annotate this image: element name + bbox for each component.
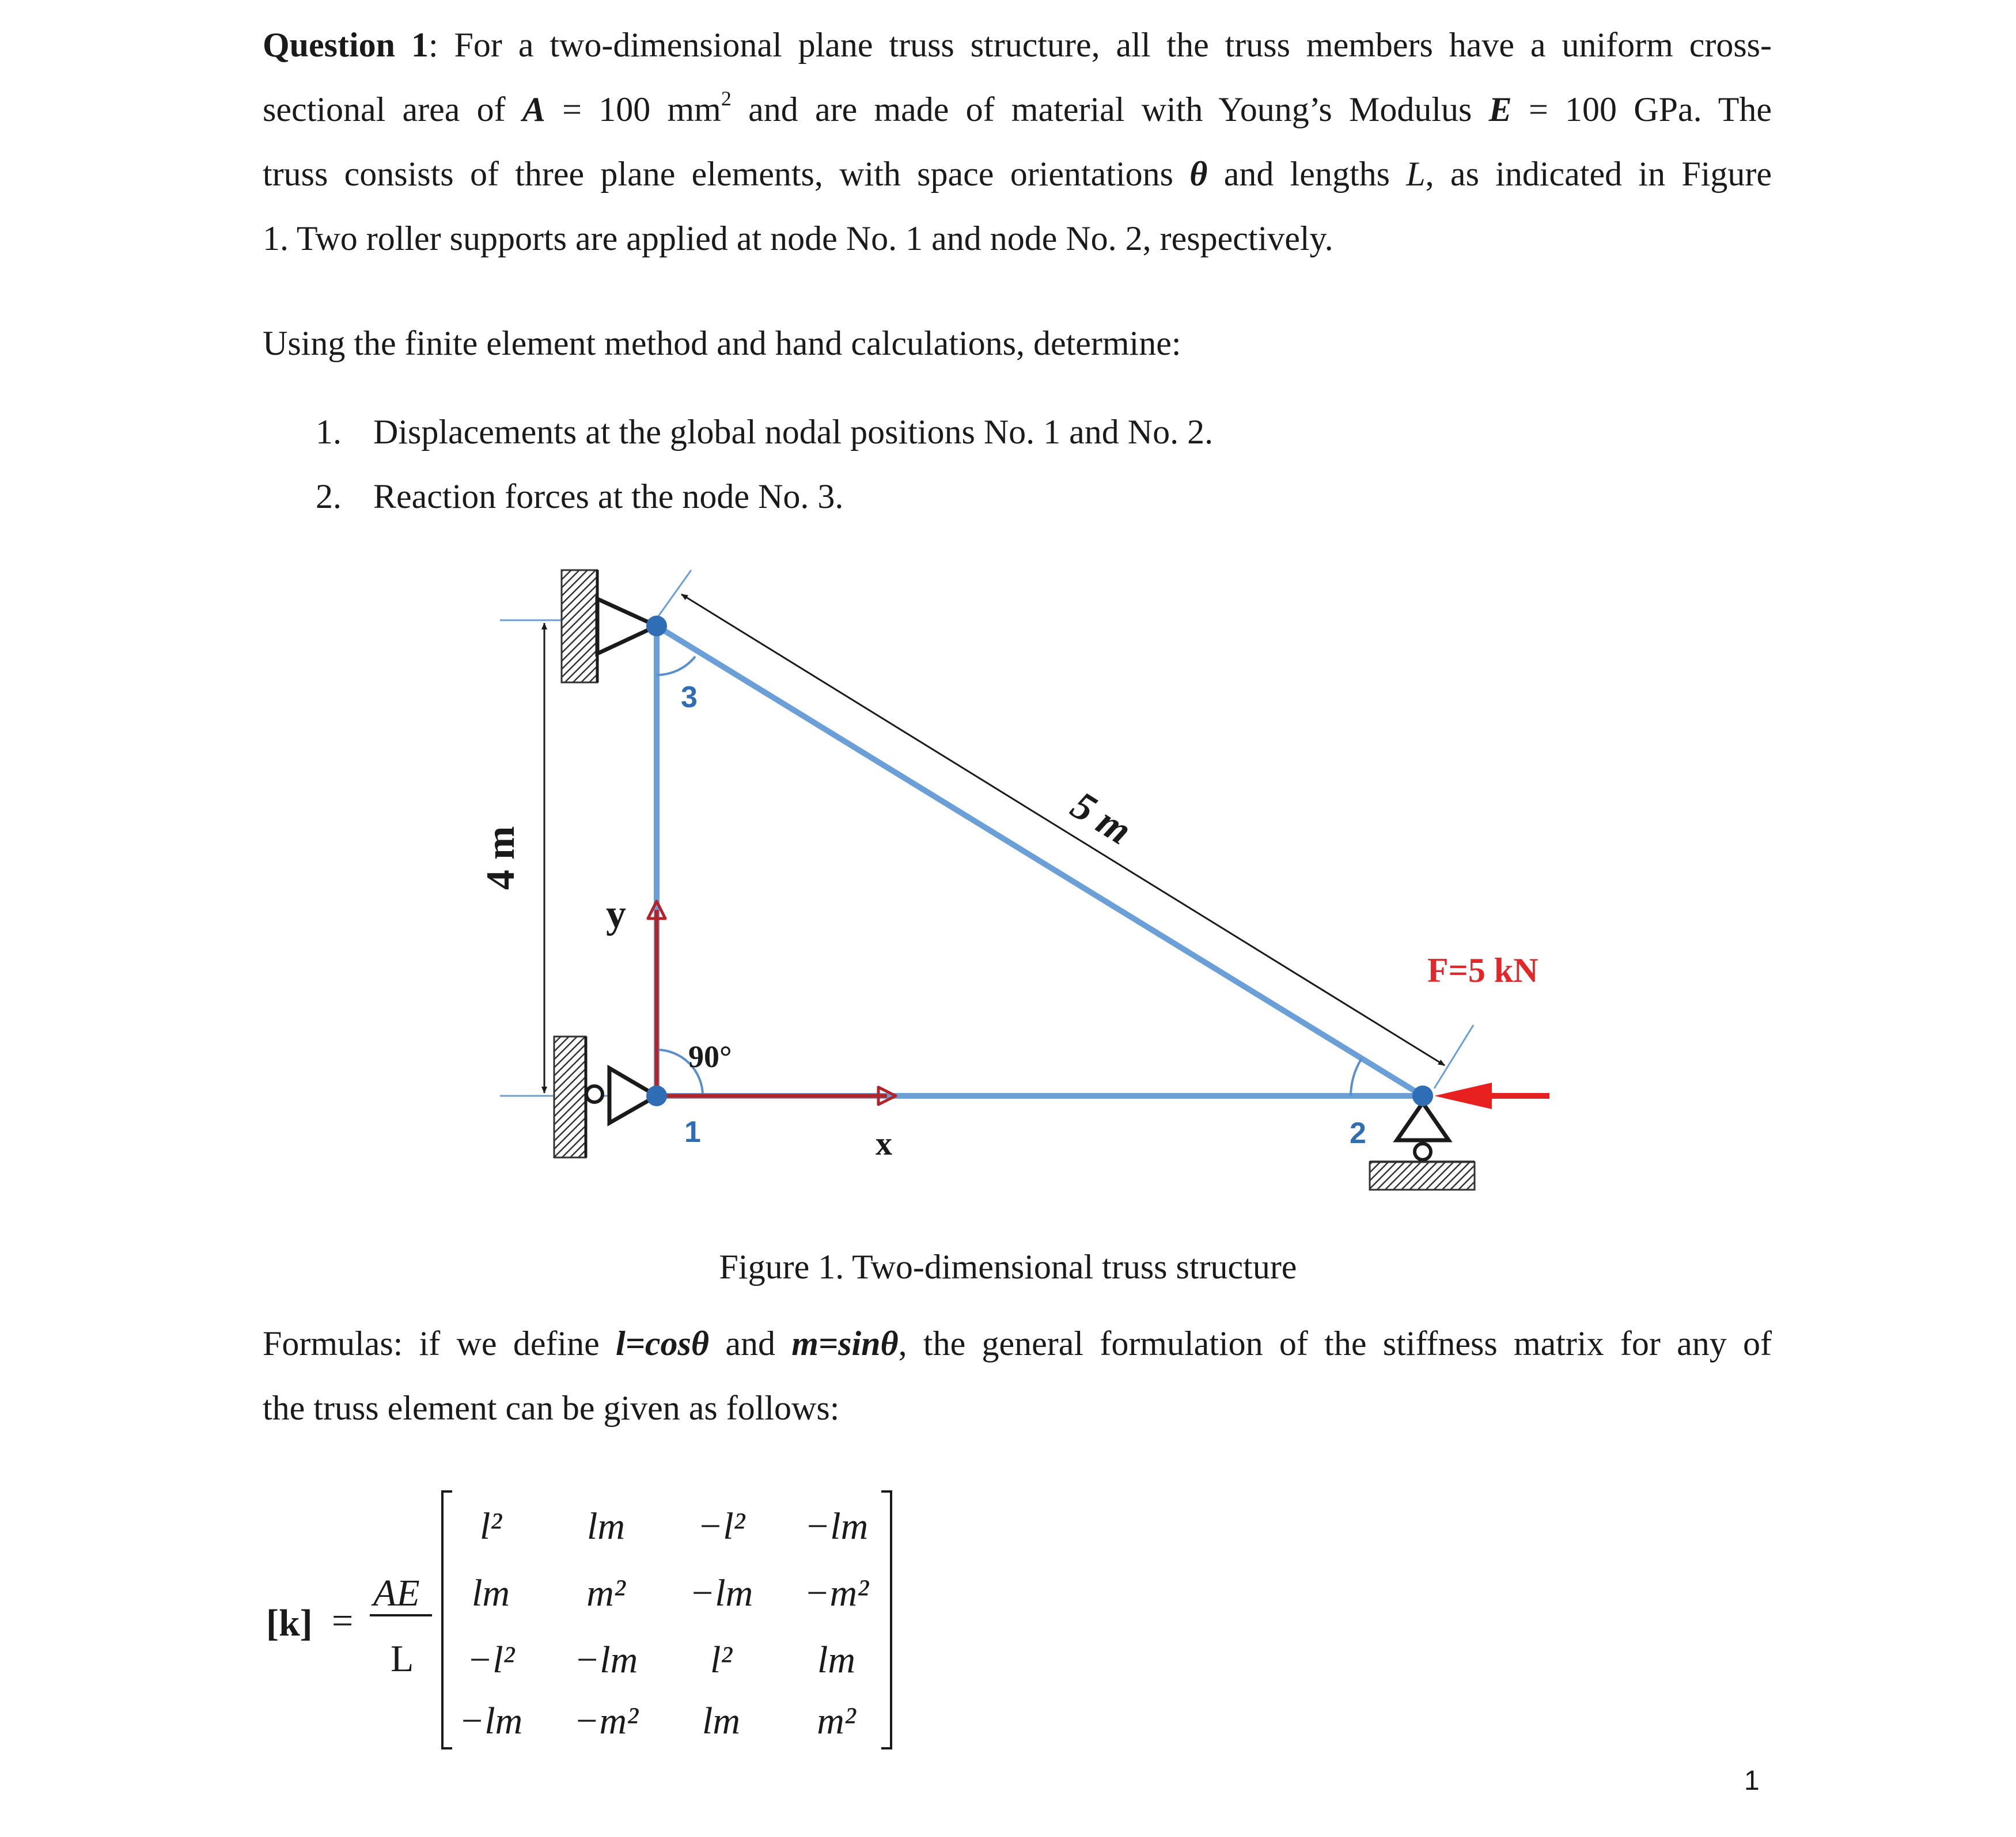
node-3 xyxy=(646,616,667,636)
list-item: 2. Reaction forces at the node No. 3. xyxy=(316,477,844,515)
dim-length-line xyxy=(681,594,1445,1065)
formulas-line-2: the truss element can be given as follows: xyxy=(263,1389,840,1427)
matrix-equals: = xyxy=(332,1600,354,1642)
matrix-cell: −m² xyxy=(574,1700,638,1742)
page-number: 1 xyxy=(1744,1766,1760,1796)
node-label-3: 3 xyxy=(681,681,698,714)
dim-ext-tick-2 xyxy=(1434,1025,1473,1088)
matrix-cell: lm xyxy=(702,1700,740,1742)
wall-support-top xyxy=(562,570,597,682)
dim-length-label: 5 m xyxy=(1063,783,1139,853)
matrix-lhs: [k] xyxy=(266,1602,313,1644)
node-label-2: 2 xyxy=(1350,1117,1366,1150)
node-1 xyxy=(646,1086,667,1106)
matrix-cell: l² xyxy=(479,1505,502,1547)
matrix-cells xyxy=(459,1505,869,1742)
angle-arc-node-2 xyxy=(1351,1058,1362,1096)
matrix-cell: −lm xyxy=(689,1572,753,1614)
axis-label-y: y xyxy=(606,892,626,936)
matrix-cell: −l² xyxy=(697,1505,745,1547)
question-line-3: truss consists of three plane elements, with space orientations θ and lengths L, as indicated in Figure xyxy=(263,155,1772,193)
formulas-paragraph xyxy=(263,1311,1772,1440)
member-3-2 xyxy=(657,626,1423,1096)
wall-support-bottom xyxy=(554,1037,586,1157)
matrix-cell: −l² xyxy=(467,1639,515,1681)
question-line-2: sectional area of A = 100 $mm^2$ and are made of material with Young’s Modulus E = 100 GPa. The xyxy=(263,87,1772,128)
matrix-bracket-right xyxy=(881,1491,891,1748)
node-label-1: 1 xyxy=(684,1115,701,1149)
matrix-cell: lm xyxy=(817,1639,855,1681)
roller-wheel-node-1 xyxy=(586,1086,602,1102)
matrix-cell: l² xyxy=(710,1639,733,1681)
dim-ext-tick-3 xyxy=(658,570,691,616)
intro-text: Using the finite element method and hand calculations, determine: xyxy=(263,324,1181,362)
axis-label-x: x xyxy=(876,1125,892,1162)
ground-support xyxy=(1370,1162,1475,1190)
matrix-cell: −m² xyxy=(804,1572,869,1614)
question-line-1: Question 1: For a two-dimensional plane truss structure, all the truss members have a uniform cross- xyxy=(263,26,1772,64)
matrix-cell: −lm xyxy=(458,1700,523,1742)
matrix-cell: lm xyxy=(587,1505,625,1547)
angle-arc-node-3 xyxy=(657,656,695,675)
matrix-cell: m² xyxy=(586,1572,626,1614)
question-line-4: 1. Two roller supports are applied at node No. 1 and node No. 2, respectively. xyxy=(263,219,1333,257)
node-2 xyxy=(1412,1086,1433,1106)
angle-label: 90° xyxy=(688,1039,732,1074)
force-label: F=5 kN xyxy=(1427,951,1538,989)
matrix-cell: m² xyxy=(817,1700,856,1742)
matrix-bracket-left xyxy=(442,1491,452,1748)
question-label: Question 1 xyxy=(263,26,429,64)
figure-caption: Figure 1. Two-dimensional truss structure xyxy=(719,1248,1297,1286)
roller-support-node-2 xyxy=(1397,1103,1449,1140)
matrix-numerator: AE xyxy=(373,1572,420,1614)
roller-wheel-node-2 xyxy=(1415,1144,1431,1160)
list-item: 1. Displacements at the global nodal positions No. 1 and No. 2. xyxy=(316,413,1214,451)
matrix-denominator: L xyxy=(391,1638,414,1680)
dim-height-label: 4 m xyxy=(479,826,523,890)
matrix-cell: −lm xyxy=(804,1505,869,1547)
matrix-cell: lm xyxy=(472,1572,510,1614)
matrix-cell: −lm xyxy=(574,1639,638,1681)
formulas-line-1: Formulas: if we define l=cosθ and m=sinθ, the general formulation of the stiffness matrix for any of xyxy=(263,1324,1772,1362)
